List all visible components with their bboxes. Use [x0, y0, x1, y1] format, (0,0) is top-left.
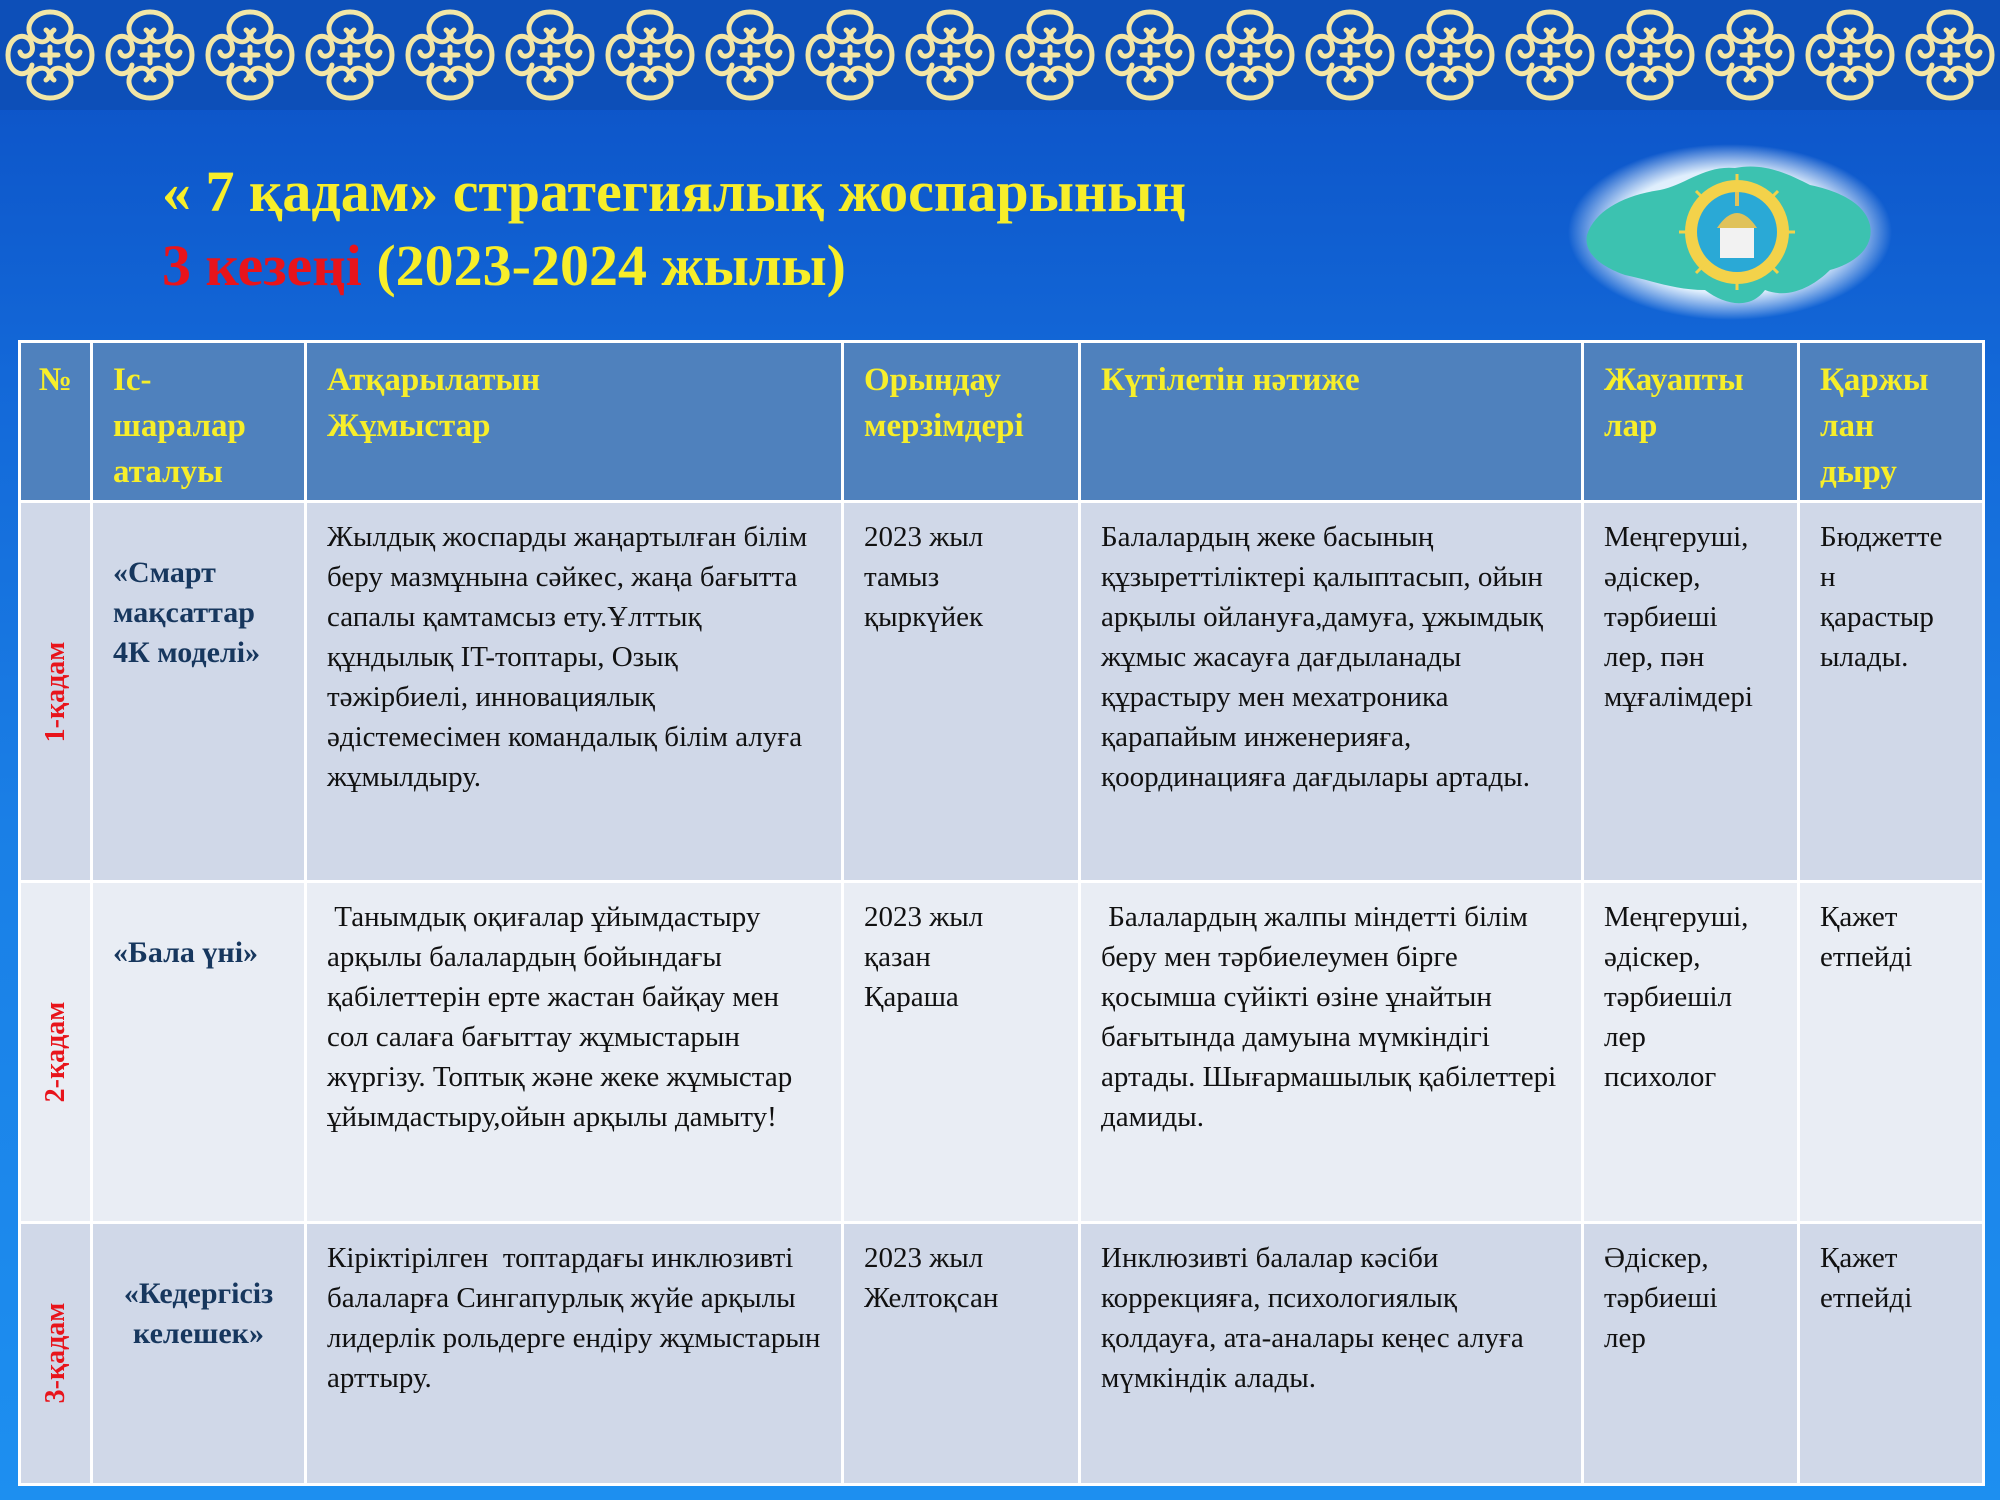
- table-row: [20, 882, 1984, 1222]
- table-row: [20, 1222, 1984, 1484]
- responsible-cell: Меңгеруші, әдіскер, тәрбиеші лер, пән мұғалімдері: [1583, 502, 1799, 882]
- responsible-cell: Әдіскер, тәрбиеші лер: [1583, 1222, 1799, 1484]
- funding-cell: Қажет етпейді: [1799, 1222, 1984, 1484]
- step-cell: [20, 502, 92, 882]
- result-cell: Балалардың жалпы міндетті білім беру мен тәрбиелеумен бірге қосымша сүйікті өзіне ұнайтын бағытында дамуына мүмкіндігі артады. Шығармашылық қабілеттері дамиды.: [1080, 882, 1583, 1222]
- ornament-pattern: [0, 0, 2000, 110]
- table-row: [20, 502, 1984, 882]
- result-cell: Инклюзивті балалар кәсіби коррекцияға, психологиялық қолдауға, ата-аналары кеңес алуға мүмкіндік алады.: [1080, 1222, 1583, 1484]
- ornament-border: [0, 0, 2000, 110]
- table-header-row: [20, 342, 1984, 502]
- step-cell: [20, 1222, 92, 1484]
- title-years: (2023-2024 жылы): [361, 233, 846, 298]
- header-funding: Қаржы лан дыру: [1799, 342, 1984, 502]
- work-cell: Жылдық жоспарды жаңартылған білім беру мазмұнына сәйкес, жаңа бағытта сапалы қамтамсыз ету.Ұлттық құндылық IT-топтары, Озық тәжірбиелі, инновациялық әдістемесімен командалық білім алуға жұмылдыру.: [306, 502, 843, 882]
- work-cell: Кіріктірілген топтардағы инклюзивті балаларға Сингапурлық жүйе арқылы лидерлік рольдерге ендіру жұмыстарын арттыру.: [306, 1222, 843, 1484]
- page-title: [162, 155, 1462, 303]
- result-cell: Балалардың жеке басының құзыреттіліктері қалыптасып, ойын арқылы ойлануға,дамуға, ұжымдық жұмыс жасауға дағдыланады құрастыру мен мехатроника қарапайым инженерияға, қоординацияға дағдылары артады.: [1080, 502, 1583, 882]
- header-deadline: Орындау мерзімдері: [843, 342, 1080, 502]
- work-cell: Танымдық оқиғалар ұйымдастыру арқылы балалардың бойындағы қабілеттерін ерте жастан байқау мен сол салаға бағыттау жұмыстарын жүргізу. Топтық және жеке жұмыстар ұйымдастыру,ойын арқылы дамыту!: [306, 882, 843, 1222]
- header-responsible: Жауапты лар: [1583, 342, 1799, 502]
- header-number: №: [20, 342, 92, 502]
- step-label: 1-қадам: [39, 641, 71, 743]
- header-works: Атқарылатын Жұмыстар: [306, 342, 843, 502]
- plan-table: [18, 340, 1985, 1486]
- step-cell: [20, 882, 92, 1222]
- deadline-cell: 2023 жыл тамыз қыркүйек: [843, 502, 1080, 882]
- title-line-2: [162, 229, 1462, 303]
- event-name-cell: «Бала үні»: [92, 882, 306, 1222]
- header-expected-result: Күтілетін нәтиже: [1080, 342, 1583, 502]
- header-event-name: Іс- шаралар аталуы: [92, 342, 306, 502]
- deadline-cell: 2023 жыл қазан Қараша: [843, 882, 1080, 1222]
- step-label: 3-қадам: [39, 1303, 71, 1404]
- title-line-1: « 7 қадам» стратегиялық жоспарының: [162, 159, 1187, 224]
- funding-cell: Бюджетте н қарастыр ылады.: [1799, 502, 1984, 882]
- deadline-cell: 2023 жыл Желтоқсан: [843, 1222, 1080, 1484]
- funding-cell: Қажет етпейді: [1799, 882, 1984, 1222]
- step-label: 2-қадам: [39, 1001, 71, 1103]
- event-name-cell: «Смарт мақсаттар 4К моделі»: [92, 502, 306, 882]
- event-name-cell: «Кедергісіз келешек»: [92, 1222, 306, 1484]
- kazakhstan-map-emblem-icon: [1565, 140, 1895, 325]
- title-stage: 3 кезеңі: [162, 233, 362, 298]
- responsible-cell: Меңгеруші, әдіскер, тәрбиешіл лер психолог: [1583, 882, 1799, 1222]
